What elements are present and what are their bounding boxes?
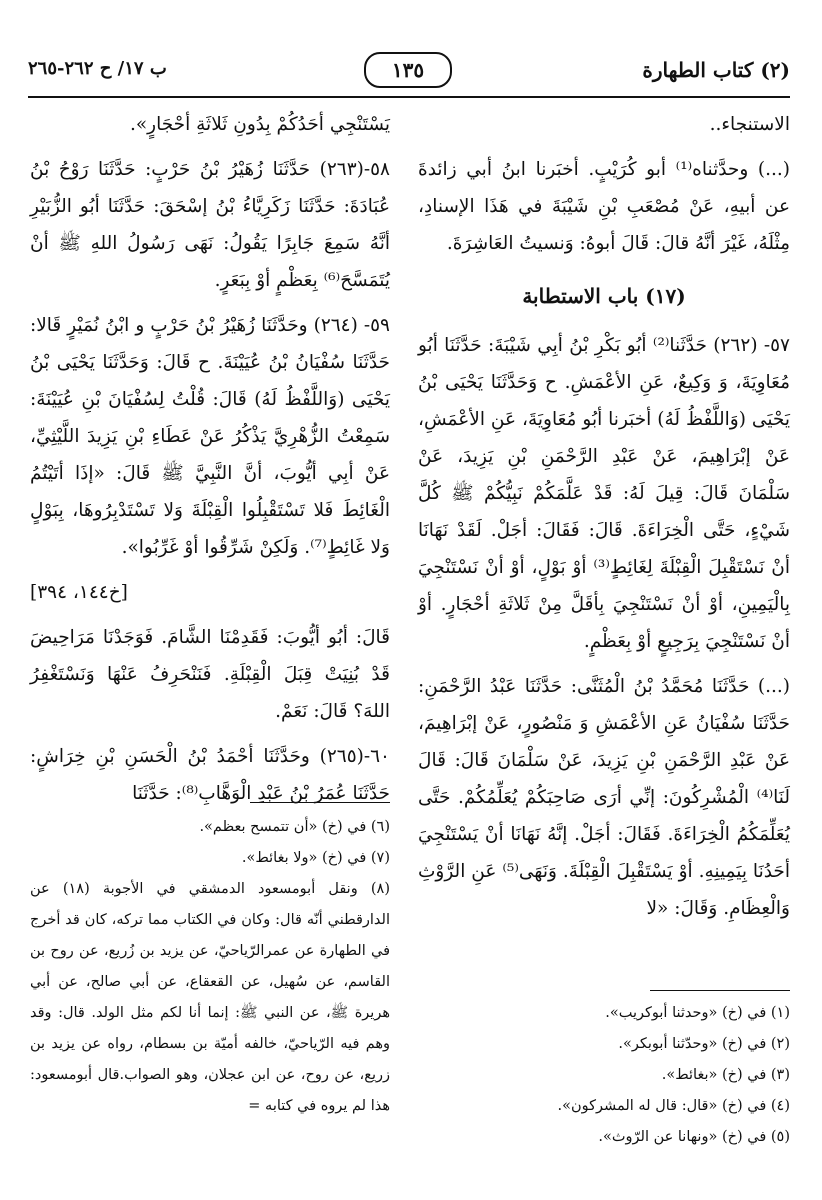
footnote: (٥) في (خ) «ونهانا عن الرّوث». [598,1129,790,1145]
footnote: (٨) ونقل أبومسعود الدمشقي في الأجوبة (١٨) عن الدارقطني أنّه قال: وكان في الكتاب مما تركه، كان قد أخرج في الطهارة عن عمرالرّياحيّ، عن يزيد بن زُريع، عن روح بن القاسم، عن سُهيل، عن القعقاع، عن أبي صالح، عن أبي هريرة ﷺ، عن النبي ﷺ: إنما أنا لكم مثل الولد. قال: وقد وهم فيه الرّياحيّ، خالفه أميّة بن بسطام، رواه عن يزيد بن زريع، عن روح، عن ابن عجلان، وهو الصواب.قال أبومسعود: هذا لم يروه في كتابه = [30,881,390,1114]
paragraph: يَسْتَنْجِي أحَدُكُمْ بِدُونِ ثَلاثَةِ أحْجَارٍ». [129,114,390,135]
header-rule [28,96,790,98]
paragraph: ٦٠-(٢٦٥) وحَدَّثَنَا أحْمَدُ بْنُ الْحَسَنِ بْنِ خِرَاشٍ: حَدَّثَنَا عُمَرُ بْنُ عَبْدِ الْوَهَّابِ⁽⁸⁾: حَدَّثَنَا [30,746,390,804]
footnotes-right [470,998,790,1153]
book-title: (٢) كتاب الطهارة [642,58,790,82]
cross-reference: [خ١٤٤، ٣٩٤] [30,582,128,603]
page-header [28,52,790,92]
paragraph: قَالَ: أبُو أيُّوبَ: فَقَدِمْنَا الشَّامَ. فَوَجَدْنَا مَرَاحِيضَ قَدْ بُنِيَتْ قِبَلَ الْقِبْلَةِ. فَنَنْحَرِفُ عَنْهَا وَنَسْتَغْفِرُ اللهَ؟ قَالَ: نَعَمْ. [30,627,390,722]
footnotes-left [30,812,390,1122]
hadith-reference: ب ١٧/ ح ٢٦٢-٢٦٥ [28,58,167,79]
paragraph: ٥٧- (٢٦٢) حَدَّثَنا⁽²⁾ أبُو بَكْرِ بْنُ أبِي شَيْبَةَ: حَدَّثَنَا أبُو مُعَاوِيَةَ، وَ وَكِيعٌ، عَنِ الأعْمَشِ. ح وَحَدَّثَنَا يَحْيَى بْنُ يَحْيَى (وَاللَّفْظُ لَهُ) أخبَرنا أبُو مُعَاوِيَةَ، عَنِ الأعْمَشِ، عَنْ إبْرَاهِيمَ، عَنْ عَبْدِ الرَّحْمَنِ بْنِ يَزِيدَ، عَنْ سَلْمَانَ قَالَ: قِيلَ لَهُ: قَدْ عَلَّمَكُمْ نَبِيُّكُمْ ﷺ كُلَّ شَيْءٍ، حَتَّى الْخِرَاءَةَ. قَالَ: فَقَالَ: أجَلْ. لَقَدْ نَهَانَا أنْ نَسْتَقْبِلَ الْقِبْلَةَ لِغَائِطٍ⁽³⁾ أوْ بَوْلٍ، أوْ أنْ نَسْتَنْجِيَ بِالْيَمِينِ، أوْ أنْ نَسْتَنْجِيَ بِأقَلَّ مِنْ ثَلاثَةِ أحْجَارٍ. أوْ أنْ نَسْتَنْجِيَ بِرَجِيعٍ أوْ بِعَظْمٍ. [418,335,790,652]
right-column [418,106,790,935]
footnote: (٧) في (خ) «ولا بغائط». [241,850,390,866]
paragraph: ٥٩- (٢٦٤) وحَدَّثَنَا زُهَيْرُ بْنُ حَرْبٍ و ابْنُ نُمَيْرٍ قَالا: حَدَّثَنَا سُفْيَانُ بْنُ عُيَيْنَةَ. ح قَالَ: وَحَدَّثَنَا يَحْيَى بْنُ يَحْيَى (وَاللَّفْظُ لَهُ) قَالَ: قُلْتُ لِسُفْيَانَ بْنِ عُيَيْنَةَ: سَمِعْتُ الزُّهْرِيَّ يَذْكُرُ عَنْ عَطَاءِ بْنِ يَزِيدَ اللَّيْثِيِّ، عَنْ أبِي أيُّوبَ، أنَّ النَّبِيَّ ﷺ قَالَ: «إذَا أتَيْتُمُ الْغَائِطَ فَلا تَسْتَقْبِلُوا الْقِبْلَةَ وَلا تَسْتَدْبِرُوهَا، بِبَوْلٍ وَلا غَائِطٍ⁽⁷⁾. وَلَكِنْ شَرِّقُوا أوْ غَرِّبُوا». [30,315,390,558]
chapter-heading: (١٧) باب الاستطابة [522,284,686,308]
paragraph: (...) وحدَّثناه⁽¹⁾ أبو كُرَيْبٍ. أخبَرنا ابنُ أبي زائدةَ عن أبيهِ، عَنْ مُصْعَبِ بْنِ شَيْبَةَ في هَذَا الإسنادِ، مِثْلَهُ، غَيْرَ أنَّهُ قالَ: قَالَ أبوهُ: وَنسيتُ العَاشِرَةَ. [418,159,790,254]
page-number: ١٣٥ [364,52,452,88]
footnote: (٦) في (خ) «أن تتمسح بعظم». [199,819,390,835]
paragraph: الاستنجاء.. [709,114,790,135]
footnote: (٣) في (خ) «بغائط». [661,1067,790,1083]
footnote-rule-right [650,990,790,991]
footnote: (١) في (خ) «وحدثنا أبوكريب». [605,1005,790,1021]
footnote: (٤) في (خ) «قال: قال له المشركون». [557,1098,790,1114]
paragraph: ٥٨-(٢٦٣) حَدَّثَنَا زُهَيْرُ بْنُ حَرْبٍ: حَدَّثَنَا رَوْحُ بْنُ عُبَادَةَ: حَدَّثَنَا زَكَرِيَّاءُ بْنُ إسْحَقَ: حَدَّثَنَا أبُو الزُّبَيْرِ أنَّهُ سَمِعَ جَابِرًا يَقُولُ: نَهَى رَسُولُ اللهِ ﷺ أنْ يُتَمَسَّحَ⁽⁶⁾ بِعَظْمٍ أوْ بِبَعَرٍ. [30,159,390,291]
paragraph: (...) حَدَّثَنَا مُحَمَّدُ بْنُ الْمُثَنَّى: حَدَّثَنَا عَبْدُ الرَّحْمَنِ: حَدَّثَنَا سُفْيَانُ عَنِ الأعْمَشِ وَ مَنْصُورٍ، عَنْ إبْرَاهِيمَ، عَنْ عَبْدِ الرَّحْمَنِ بْنِ يَزِيدَ، عَنْ سَلْمَانَ قَالَ: قَالَ لَنَا⁽⁴⁾ الْمُشْرِكُونَ: إنِّي أرَى صَاحِبَكُمْ يُعَلِّمُكُمْ. حَتَّى يُعَلِّمَكُمُ الْخِرَاءَةَ. فَقَالَ: أجَلْ. إنَّهُ نَهَانَا أنْ يَسْتَنْجِيَ أحَدُنَا بِيَمِينِهِ. أوْ يَسْتَقْبِلَ الْقِبْلَةَ. وَنَهَى⁽⁵⁾ عَنِ الرَّوْثِ وَالْعِظَامِ. وَقَالَ: «لا [418,676,791,919]
footnote-rule-left [250,802,390,803]
footnote: (٢) في (خ) «وحدّثنا أبوبكر». [618,1036,790,1052]
left-column [30,106,390,820]
